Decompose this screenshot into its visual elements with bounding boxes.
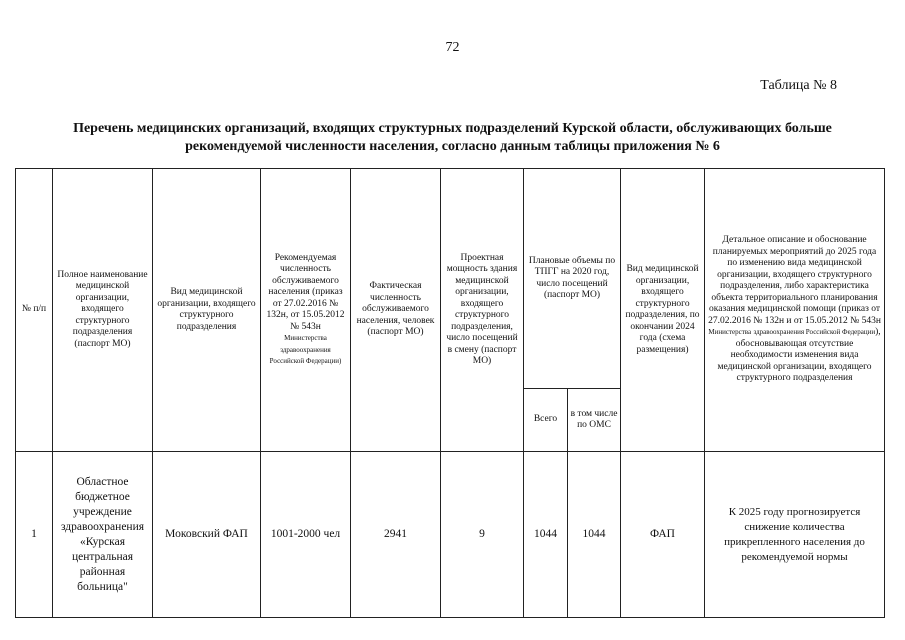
cell-org-type: Моковский ФАП <box>153 452 261 618</box>
table-label: Таблица № 8 <box>760 78 837 93</box>
header-recommended <box>261 169 351 452</box>
cell-planned-total: 1044 <box>524 452 568 618</box>
header-description-ministry: Министерства <box>708 328 752 337</box>
table-row <box>16 452 885 618</box>
header-description-tail: ), обосновывающая отсутствие необходимости изменения вида медицинской организации, входящего структурного подразделения <box>717 327 881 384</box>
page-number: 72 <box>445 40 460 55</box>
cell-num: 1 <box>16 452 53 618</box>
title-line-1: Перечень медицинских организаций, входящих структурных подразделений Курской области, обслуживающих больше <box>73 121 832 136</box>
header-description-ministry-2: здравоохранения Российской Федерации <box>753 328 876 337</box>
cell-capacity: 9 <box>441 452 524 618</box>
header-capacity: Проектная мощность здания медицинской организации, входящего структурного подразделения, число посещений в смену (паспорт МО) <box>441 169 524 452</box>
cell-actual: 2941 <box>351 452 441 618</box>
header-org-type: Вид медицинской организации, входящего структурного подразделения <box>153 169 261 452</box>
title-line-2: рекомендуемой численности населения, согласно данным таблицы приложения № 6 <box>185 139 720 154</box>
header-actual: Фактическая численность обслуживаемого населения, человек (паспорт МО) <box>351 169 441 452</box>
header-planned-total: Всего <box>524 389 568 452</box>
header-description-main: Детальное описание и обоснование планируемых мероприятий до 2025 года по изменению вида медицинской организации, входящего структурного подразделения, либо характеристика объекта территориального планирования оказания медицинской помощи (приказ от 27.02.2016 № 132н и от 15.05.2012 № 543н <box>708 235 881 326</box>
document-title <box>30 120 875 156</box>
cell-planned-oms: 1044 <box>568 452 621 618</box>
header-planned-oms: в том числе по ОМС <box>568 389 621 452</box>
organizations-table <box>15 168 885 618</box>
cell-type-2024: ФАП <box>621 452 705 618</box>
header-num: № п/п <box>16 169 53 452</box>
cell-recommended: 1001-2000 чел <box>261 452 351 618</box>
header-recommended-ministry: Министерства здравоохранения Российской Федерации) <box>269 334 342 365</box>
header-description <box>705 169 885 452</box>
cell-org-name: Областное бюджетное учреждение здравоохранения «Курская центральная районная больница" <box>53 452 153 618</box>
header-org-name: Полное наименование медицинской организации, входящего структурного подразделения (паспорт МО) <box>53 169 153 452</box>
header-planned: Плановые объемы по ТПГГ на 2020 год, число посещений (паспорт МО) <box>524 169 621 389</box>
header-recommended-main: Рекомендуемая численность обслуживаемого населения (приказ от 27.02.2016 № 132н, от 15.05.2012 № 543н <box>266 252 345 332</box>
cell-description: К 2025 году прогнозируется снижение количества прикрепленного населения до рекомендуемой нормы <box>705 452 885 618</box>
header-type-2024: Вид медицинской организации, входящего структурного подразделения, по окончании 2024 года (схема размещения) <box>621 169 705 452</box>
